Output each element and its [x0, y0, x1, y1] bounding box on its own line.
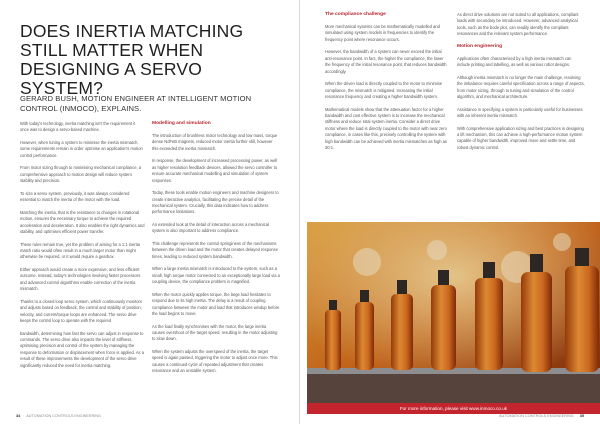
- body-paragraph: However, the bandwidth of a system can never exceed the initial anti-resonance point. In fact, the higher the compliance, the lower the frequency of the initial resonance point, that reduces bandwidth accordingly.: [325, 49, 447, 74]
- bottling-line-photo: [307, 222, 600, 403]
- body-paragraph: From motor sizing through to minimising mechanical compliance, a comprehensive approach to motion design will reduce system stability and precision.: [20, 165, 142, 184]
- body-paragraph: Applications often characterised by a high inertia mismatch can include printing and labelling, as well as various robot designs.: [457, 55, 572, 68]
- body-paragraph: Mathematical models show that the attenuation factor for a higher bandwidth and cost effective system is to increase the mechanical stiffness and reduce total system inertia. Consider a direct drive motor where the load is directly coupled to the motor with near zero compliance, in cases like this, precisely controlling the system with high bandwidth can be achieved with inertia mismatches as high as 30:1.: [325, 106, 447, 151]
- footer-left: [16, 413, 101, 419]
- body-paragraph: An extended look at the detail of interaction across a mechanical system is also important to address compliance.: [152, 222, 269, 234]
- article-title: DOES INERTIA MATCHING STILL MATTER WHEN DESIGNING A SERVO SYSTEM?: [20, 21, 244, 98]
- body-paragraph: More mechanical systems can be mathematically modelled and simulated using system models in frequencies to identify the frequency point where resonance occurs.: [325, 24, 440, 42]
- publication-name: AUTOMATION CONTROLS ENGINEERING: [26, 414, 101, 418]
- body-paragraph: Although inertia mismatch is no longer the main challenge, resolving the imbalance requires careful specification across a range of aspects, from motor sizing, through to tuning and simulation of the control algorithm, and mechanical architecture.: [457, 74, 585, 100]
- section-heading-motion: Motion engineering: [457, 43, 503, 49]
- body-paragraph: The introduction of brushless motor technology and low mass, torque dense NdFeB magnets, reduced motor inertia further still, however this exceeded the inertia mismatch.: [152, 133, 278, 151]
- page-number: 34: [16, 414, 21, 418]
- body-paragraph: Either approach would create a more expensive, and less efficient outcome. Instead, today's technologies involving faster processors and advanced control algorithms enable correction of the inertia mismatch.: [20, 267, 141, 292]
- body-paragraph: These rules remain true, yet the problem of aiming for a 1:1 inertia match ratio would often result in a much larger motor than might otherwise be required, or it would require a gearbox.: [20, 241, 140, 260]
- body-paragraph: As direct drive solutions are not suited to all applications, compliant loads with secondary be introduced. However, advanced analytical tools, such as the bode plot, can readily identify the compliant resonances and the relevant system performance.: [457, 12, 579, 37]
- body-paragraph: When the motor quickly applies torque, the large load hesitates to respond due to its high inertia. The delay is a result of coupling compliance between the motor and load that introduces windup before the load begins to move.: [152, 291, 280, 317]
- section-heading-modelling: Modelling and simulation: [152, 121, 211, 126]
- body-paragraph: When the system adjusts the overspeed of the inertia, the target speed is again passed, triggering the motor to adjust once more. This causes a continued cycle of repeated adjustment that creates resonance and an unstable system.: [152, 349, 278, 374]
- body-paragraph: With today's technology, inertia matching isn't the requirement it once was to design a servo-based machine.: [20, 121, 136, 133]
- body-paragraph: Today, these tools enable motion engineers and machine designers to create interactive analytics, facilitating the precise detail of the mechanical system. Crucially, this data indicates how to address performance limitations.: [152, 190, 279, 215]
- page-number: 35: [579, 414, 584, 418]
- body-paragraph: With comprehensive application sizing and best practices in designing a lift mechanism, this can achieve a high-performance motion system capable of higher bandwidth, improved move and settle time, and robust dynamic control.: [457, 125, 584, 150]
- body-paragraph: When a large inertia mismatch is introduced to the system, such as a small, high torque motor connected to an exceptionally large load via a coupling device, the compliance problem is magnified.: [152, 266, 280, 285]
- body-paragraph: Assistance in specifying a system is particularly useful for businesses with an inherent inertia mismatch.: [457, 106, 583, 119]
- body-paragraph: When the driven load is directly coupled to the motor to minimise compliance, the mismatch is mitigated. Increasing the initial resonance frequency and creating a higher bandwidth system.: [325, 81, 443, 100]
- footer-right: [499, 413, 584, 419]
- column-1: [20, 121, 145, 375]
- more-info-caption: For more information, please visit www.inmoco.co.uk: [307, 403, 600, 414]
- body-paragraph: This challenge represents the control springiness of the mechanisms between the driven load and the motor that creates delayed response times, leading to reduced system bandwidth.: [152, 241, 278, 259]
- byline: GERARD BUSH, MOTION ENGINEER AT INTELLIGENT MOTION CONTROL (INMOCO), EXPLAINS.: [20, 94, 252, 113]
- body-paragraph: Thanks to a closed loop servo system, which continuously monitors and adjusts based on feedback, the control and stability of position, velocity, and current/torque loops are enhanced. The servo drive keeps the control loop to operate with the required: [20, 298, 142, 324]
- body-paragraph: bandwidth, determining how fast the servo can adjust in response to commands. The servo drive also impacts the level of stiffness, optimising precision and control of the system by managing the response to deformation or displacement when force is applied. As a result of these improvements the development of the servo drive significantly reduced the need for inertia matching.: [20, 330, 145, 368]
- body-paragraph: However, when tuning a system to minimise the inertia mismatch, some requirements remain in order optimise an application's motion control performance.: [20, 140, 143, 158]
- column-2: [152, 121, 280, 381]
- body-paragraph: As the load finally synchronises with the motor, the large inertia causes overshoot of the target speed, resulting in the motor adjusting to slow down.: [152, 323, 278, 342]
- publication-name: AUTOMATION CONTROLS ENGINEERING: [499, 414, 574, 418]
- section-heading-compliance: The compliance challenge: [325, 12, 386, 17]
- body-paragraph: In response, the development of increased processing power, as well as higher resolution feedback devices, allowed the servo controller to ensure accurate mechanical modelling and simulation of system responses.: [152, 158, 278, 183]
- body-paragraph: To size a servo system, previously, it was always considered essential to match the inertia of the motor with the load.: [20, 190, 130, 203]
- body-paragraph: Matching the inertia, that is the resistance to changes in rotational motion, ensures the necessary torque to achieve the required acceleration and deceleration. It also enables the right dynamics and stability, and optimises efficient power transfer.: [20, 209, 145, 235]
- column-4: [457, 12, 585, 157]
- column-3: [325, 12, 447, 158]
